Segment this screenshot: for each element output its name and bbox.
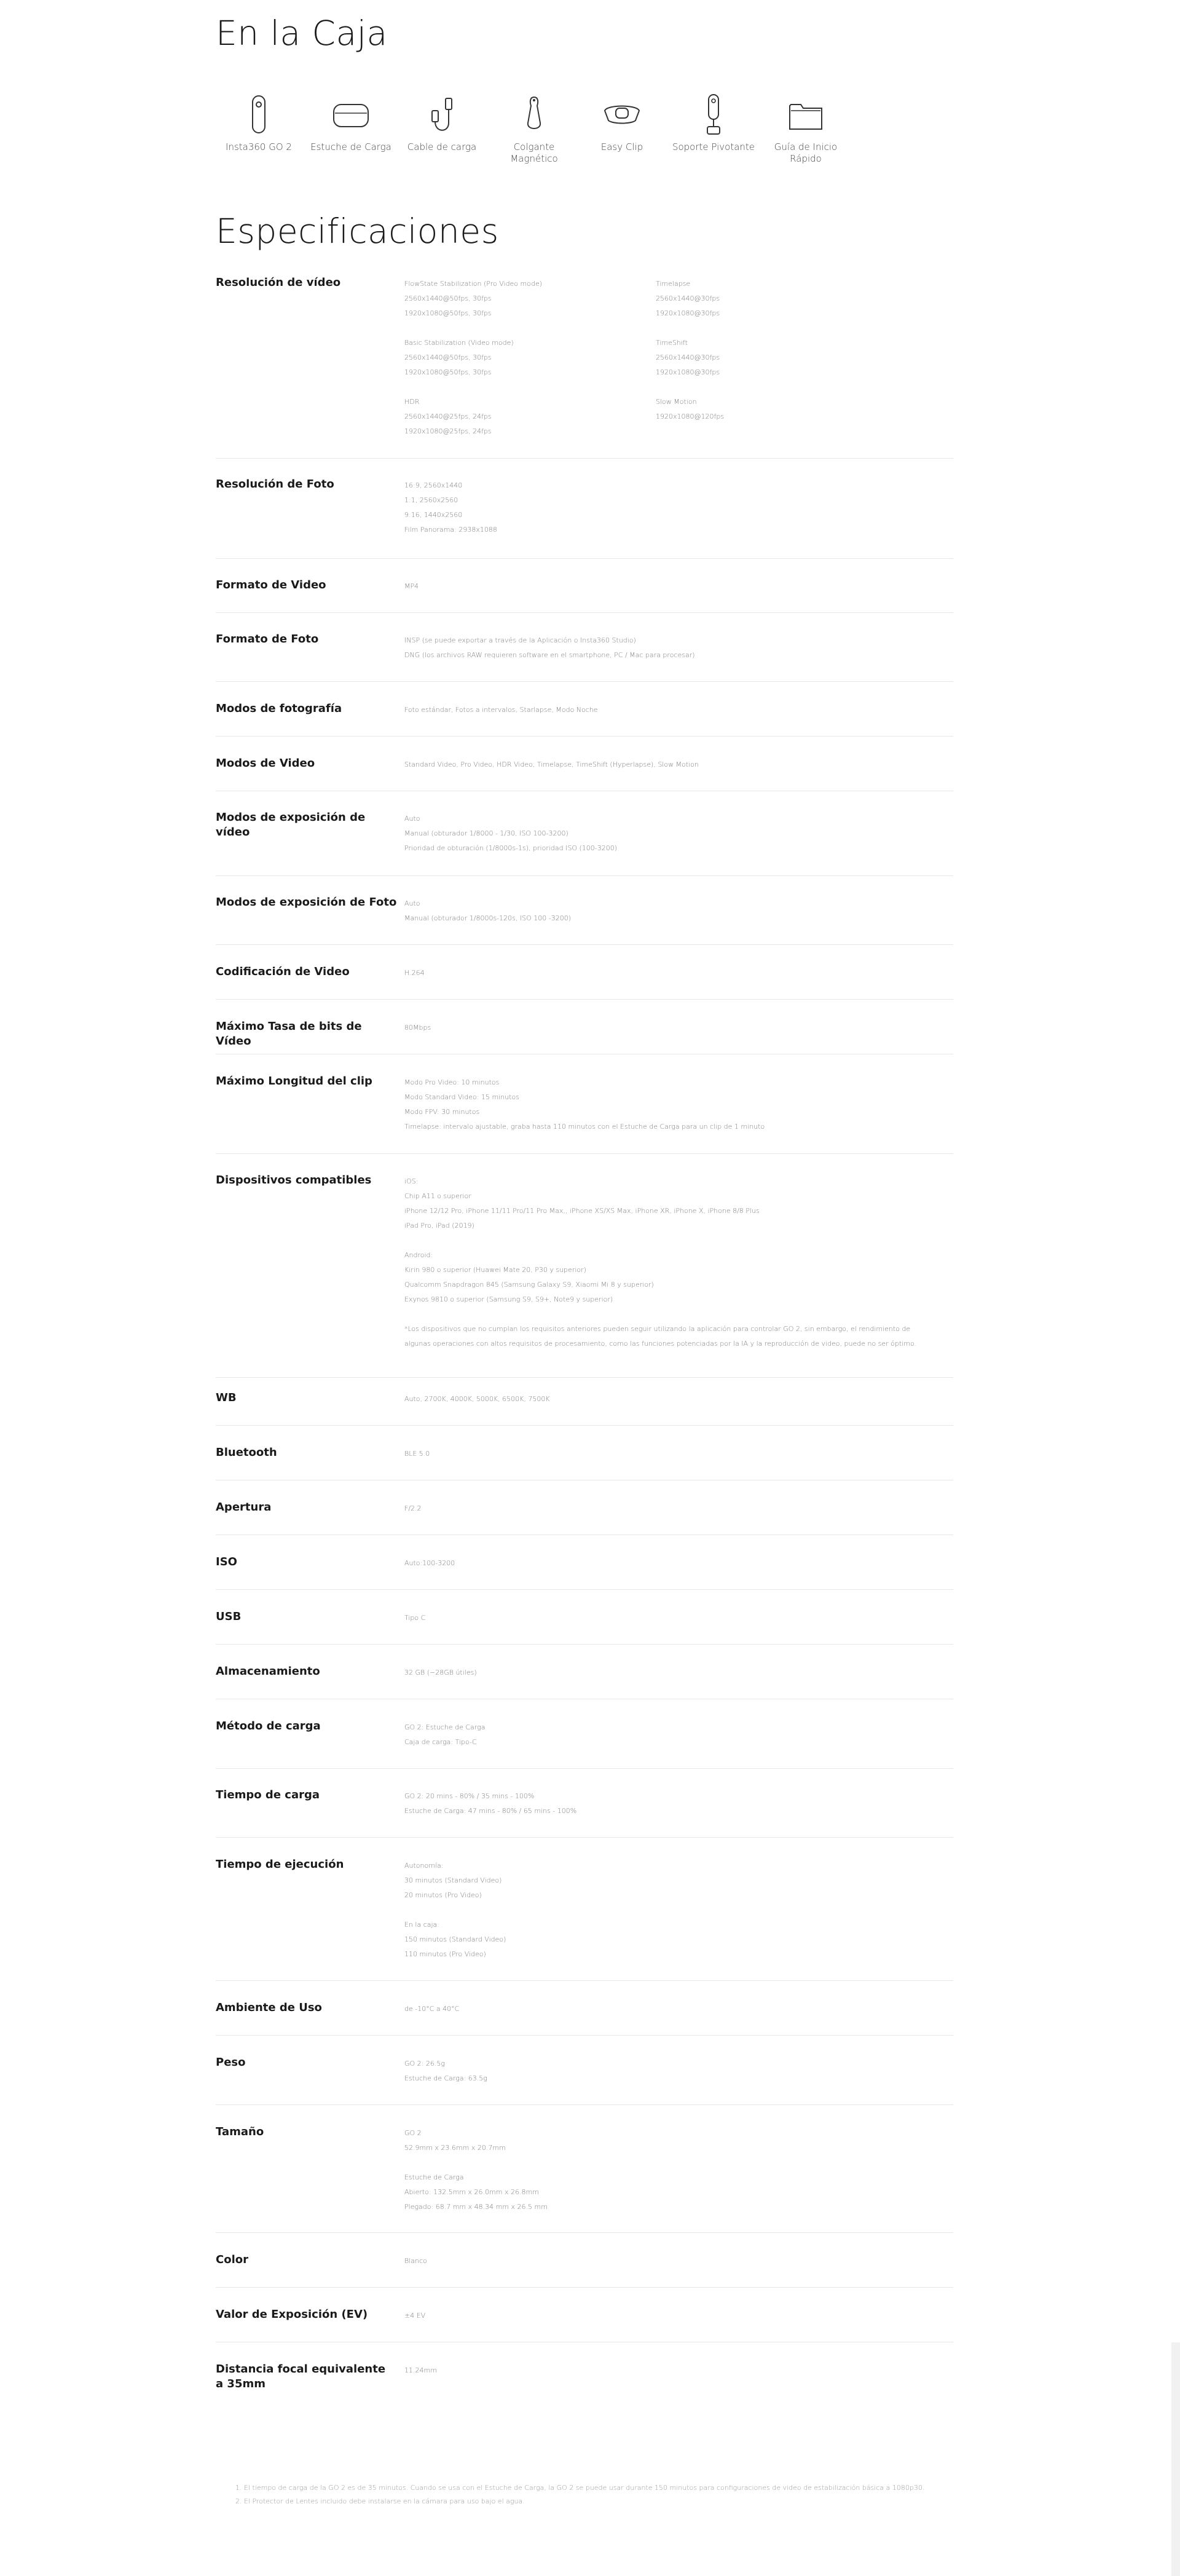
box-item-clip xyxy=(579,92,665,153)
clip-icon xyxy=(600,92,644,136)
footnote: 1. El tiempo de carga de la GO 2 es de 35 minutos. Cuando se usa con el Estuche de Carga, la GO 2 se puede usar durante 150 minutos para configuraciones de video de estabilización básica a 1080p30. xyxy=(235,2484,925,2492)
spec-value: 20 minutos (Pro Video) xyxy=(404,1891,482,1899)
spec-values xyxy=(404,2126,548,2214)
spec-value: Timelapse xyxy=(656,280,691,288)
spec-value: Android: xyxy=(404,1251,433,1259)
box-item-label: Colgante Magnético xyxy=(510,141,558,164)
spec-label: Modos de fotografía xyxy=(216,702,342,715)
spec-value: Prioridad de obturación (1/8000s-1s), prioridad ISO (100-3200) xyxy=(404,844,618,852)
spec-value: Chip A11 o superior xyxy=(404,1192,471,1200)
spec-value: iPhone 12/12 Pro, iPhone 11/11 Pro/11 Pro Max,, iPhone XS/XS Max, iPhone XR, iPhone X, iPhone 8/8 Plus xyxy=(404,1207,760,1215)
spec-value: 2560x1440@50fps, 30fps xyxy=(404,354,492,362)
spec-values-secondary xyxy=(656,277,724,424)
spec-value: Modo Standard Video: 15 minutos xyxy=(404,1093,519,1101)
divider xyxy=(216,2232,953,2233)
spec-value: FlowState Stabilization (Pro Video mode) xyxy=(404,280,543,288)
spec-label: Almacenamiento xyxy=(216,1665,320,1678)
spec-value: 2560x1440@30fps xyxy=(656,354,720,362)
box-item-label: Cable de carga xyxy=(407,141,477,152)
spec-label: Formato de Foto xyxy=(216,633,319,646)
spec-value: H.264 xyxy=(404,969,425,977)
spec-value: 1920x1080@30fps xyxy=(656,309,720,317)
divider xyxy=(216,1644,953,1645)
divider xyxy=(216,944,953,945)
camera-icon xyxy=(237,92,281,136)
spec-label: WB xyxy=(216,1391,237,1404)
divider xyxy=(216,2104,953,2105)
spec-value: GO 2: 20 mins - 80% / 35 mins - 100% xyxy=(404,1792,535,1800)
spec-label: Método de carga xyxy=(216,1720,321,1732)
spec-values xyxy=(404,966,425,981)
charging-case-icon xyxy=(329,92,373,136)
box-item-label: Estuche de Carga xyxy=(310,141,391,152)
specs-title: Especificaciones xyxy=(216,211,499,251)
spec-value: Estuche de Carga: 47 mins - 80% / 65 mins - 100% xyxy=(404,1807,577,1815)
spec-value: MP4 xyxy=(404,582,419,590)
spec-values xyxy=(404,2363,437,2378)
spec-label: Ambiente de Uso xyxy=(216,2001,322,2014)
cable-icon xyxy=(420,92,464,136)
spec-label: Formato de Video xyxy=(216,579,326,591)
spec-values xyxy=(404,579,419,594)
spec-label: Modos de exposición de Foto xyxy=(216,896,397,909)
spec-label: Valor de Exposición (EV) xyxy=(216,2308,368,2321)
spec-value: 2560x1440@50fps, 30fps xyxy=(404,294,492,302)
guide-icon xyxy=(784,92,828,136)
divider xyxy=(216,1589,953,1590)
spec-value: DNG (los archivos RAW requieren software en el smartphone, PC / Mac para procesar) xyxy=(404,651,695,659)
spec-value: Estuche de Carga xyxy=(404,2173,464,2181)
spec-value: Exynos 9810 o superior (Samsung S9, S9+, Note9 y superior) xyxy=(404,1295,613,1303)
spec-label: ISO xyxy=(216,1555,237,1568)
spec-value: 11.24mm xyxy=(404,2366,437,2374)
box-item-camera xyxy=(216,92,302,153)
box-item-label: Guía de Inicio Rápido xyxy=(774,141,838,164)
spec-value: TimeShift xyxy=(656,339,688,347)
divider xyxy=(216,612,953,613)
spec-value: 1920x1080@50fps, 30fps xyxy=(404,309,492,317)
divider xyxy=(216,1980,953,1981)
divider xyxy=(216,875,953,876)
spec-value: Manual (obturador 1/8000s-120s, ISO 100 -3200) xyxy=(404,914,571,922)
spec-values xyxy=(404,2002,459,2017)
divider xyxy=(216,2287,953,2288)
spec-value: Slow Motion xyxy=(656,398,697,406)
spec-label: Apertura xyxy=(216,1501,272,1514)
spec-value: 150 minutos (Standard Video) xyxy=(404,1935,506,1943)
spec-values xyxy=(404,812,617,856)
box-item-cable xyxy=(399,92,485,153)
divider xyxy=(216,458,953,459)
spec-label: Codificación de Video xyxy=(216,965,350,978)
spec-label: Distancia focal equivalente a 35mm xyxy=(216,2363,386,2390)
divider xyxy=(216,1837,953,1838)
spec-values xyxy=(404,896,571,926)
spec-value: 2560x1440@30fps xyxy=(656,294,720,302)
spec-label: Bluetooth xyxy=(216,1446,277,1459)
spec-value: Auto xyxy=(404,899,420,907)
spec-value: Manual (obturador 1/8000 - 1/30, ISO 100-3200) xyxy=(404,829,568,837)
spec-label: Máximo Tasa de bits de Vídeo xyxy=(216,1020,362,1048)
spec-label: Modos de exposición de vídeo xyxy=(216,811,366,839)
spec-values xyxy=(404,1556,455,1571)
box-item-pendant xyxy=(491,92,577,165)
spec-value: Qualcomm Snapdragon 845 (Samsung Galaxy S9, Xiaomi Mi 8 y superior) xyxy=(404,1281,654,1289)
spec-values xyxy=(404,1392,550,1407)
spec-label: Resolución de vídeo xyxy=(216,276,341,289)
spec-value: En la caja: xyxy=(404,1921,440,1929)
divider xyxy=(216,2035,953,2036)
pivot-stand-icon xyxy=(691,92,736,136)
spec-value: Modo FPV: 30 minutos xyxy=(404,1108,480,1116)
spec-label: Tiempo de ejecución xyxy=(216,1858,344,1871)
spec-value: 16:9, 2560x1440 xyxy=(404,481,463,489)
spec-value: 9:16, 1440x2560 xyxy=(404,511,463,519)
spec-values xyxy=(404,703,598,717)
spec-values xyxy=(404,1665,477,1680)
divider xyxy=(216,1425,953,1426)
divider xyxy=(216,558,953,559)
divider xyxy=(216,736,953,737)
spec-value: 1:1, 2560x2560 xyxy=(404,496,458,504)
spec-values xyxy=(404,2056,487,2086)
spec-value: 30 minutos (Standard Video) xyxy=(404,1876,502,1884)
box-item-label: Soporte Pivotante xyxy=(672,141,755,152)
spec-value: 80Mbps xyxy=(404,1024,431,1032)
spec-label: Color xyxy=(216,2253,248,2266)
box-item-label: Insta360 GO 2 xyxy=(226,141,292,152)
spec-value: F/2.2 xyxy=(404,1504,422,1512)
divider xyxy=(216,1377,953,1378)
footnotes xyxy=(235,2481,942,2508)
spec-note: *Los dispositivos que no cumplan los requisitos anteriores pueden seguir utilizando la aplicación para controlar GO 2, sin embargo, el rendimiento de algunas operaciones con altos requisitos de procesamiento, como las funciones potenciadas por la IA y la reproducción de video, puede no ser óptimo. xyxy=(404,1325,917,1348)
spec-value: Plegado: 68.7 mm x 48.34 mm x 26.5 mm xyxy=(404,2203,548,2211)
spec-value: de -10°C a 40°C xyxy=(404,2005,460,2013)
spec-value: 2560x1440@25fps, 24fps xyxy=(404,413,492,421)
spec-value: Blanco xyxy=(404,2257,427,2265)
spec-label: Tiempo de carga xyxy=(216,1788,320,1801)
spec-value: 1920x1080@120fps xyxy=(656,413,725,421)
spec-values xyxy=(404,1021,431,1035)
spec-value: GO 2: Estuche de Carga xyxy=(404,1723,486,1731)
spec-values xyxy=(404,1611,425,1626)
spec-values xyxy=(404,1789,576,1819)
spec-value: 32 GB (~28GB útiles) xyxy=(404,1669,477,1677)
spec-value: 1920x1080@50fps, 30fps xyxy=(404,368,492,376)
spec-value: 52.9mm x 23.6mm x 20.7mm xyxy=(404,2144,506,2152)
spec-label: Modos de Video xyxy=(216,757,315,770)
spec-label: USB xyxy=(216,1610,242,1623)
spec-value: Basic Stabilization (Video mode) xyxy=(404,339,514,347)
spec-values xyxy=(404,757,699,772)
spec-values xyxy=(404,633,695,663)
pendant-icon xyxy=(512,92,556,136)
spec-label: Máximo Longitud del clip xyxy=(216,1075,372,1088)
spec-label: Resolución de Foto xyxy=(216,478,334,491)
spec-value: Standard Video, Pro Video, HDR Video, Timelapse, TimeShift (Hyperlapse), Slow Motion xyxy=(404,761,699,768)
spec-values xyxy=(404,2309,425,2323)
box-item-label: Easy Clip xyxy=(600,141,643,152)
spec-value: GO 2 xyxy=(404,2129,422,2137)
spec-values xyxy=(404,1447,430,1461)
spec-value: Timelapse: intervalo ajustable, graba hasta 110 minutos con el Estuche de Carga para un clip de 1 minuto xyxy=(404,1123,765,1131)
spec-value: Auto:100-3200 xyxy=(404,1559,455,1567)
spec-values xyxy=(404,1075,765,1134)
spec-value: BLE 5.0 xyxy=(404,1450,430,1458)
spec-value: iPad Pro, iPad (2019) xyxy=(404,1222,474,1230)
scrollbar-thumb[interactable] xyxy=(1171,2342,1180,2576)
spec-value: ±4 EV xyxy=(404,2312,426,2320)
spec-values xyxy=(404,1174,933,1351)
spec-values xyxy=(404,478,497,537)
spec-values xyxy=(404,2254,427,2269)
spec-value: Kirin 980 o superior (Huawei Mate 20, P30 y superior) xyxy=(404,1266,586,1274)
divider xyxy=(216,999,953,1000)
spec-value: Tipo C xyxy=(404,1614,426,1622)
spec-values xyxy=(404,1859,506,1962)
spec-value: 1920x1080@30fps xyxy=(656,368,720,376)
spec-value: Caja de carga: Tipo-C xyxy=(404,1738,477,1746)
box-item-guide xyxy=(763,92,849,165)
spec-value: iOS: xyxy=(404,1177,419,1185)
spec-values xyxy=(404,1720,485,1750)
spec-value: Auto, 2700K, 4000K, 5000K, 6500K, 7500K xyxy=(404,1395,550,1403)
spec-values xyxy=(404,1501,422,1516)
spec-value: INSP (se puede exportar a través de la Aplicación o Insta360 Studio) xyxy=(404,636,636,644)
divider xyxy=(216,1153,953,1154)
spec-value: 110 minutos (Pro Video) xyxy=(404,1950,486,1958)
spec-value: GO 2: 26.5g xyxy=(404,2060,445,2068)
spec-value: Abierto: 132.5mm x 26.0mm x 26.8mm xyxy=(404,2188,539,2196)
spec-label: Tamaño xyxy=(216,2125,264,2138)
spec-value: Foto estándar, Fotos a intervalos, Starlapse, Modo Noche xyxy=(404,706,598,714)
spec-label: Peso xyxy=(216,2056,246,2069)
spec-value: Estuche de Carga: 63.5g xyxy=(404,2074,487,2082)
in-box-title: En la Caja xyxy=(216,14,388,53)
spec-value: 1920x1080@25fps, 24fps xyxy=(404,427,492,435)
box-item-case xyxy=(308,92,394,153)
divider xyxy=(216,681,953,682)
in-box-items xyxy=(216,92,953,178)
box-item-stand xyxy=(671,92,757,153)
spec-value: Auto xyxy=(404,815,420,823)
spec-value: HDR xyxy=(404,398,420,406)
spec-label: Dispositivos compatibles xyxy=(216,1174,372,1187)
footnote: 2. El Protector de Lentes incluido debe instalarse en la cámara para uso bajo el agua. xyxy=(235,2497,525,2505)
spec-value: Modo Pro Video: 10 minutos xyxy=(404,1078,500,1086)
divider xyxy=(216,1768,953,1769)
spec-values xyxy=(404,277,542,439)
spec-value: Autonomía: xyxy=(404,1862,444,1870)
spec-value: Film Panorama: 2938x1088 xyxy=(404,526,497,534)
